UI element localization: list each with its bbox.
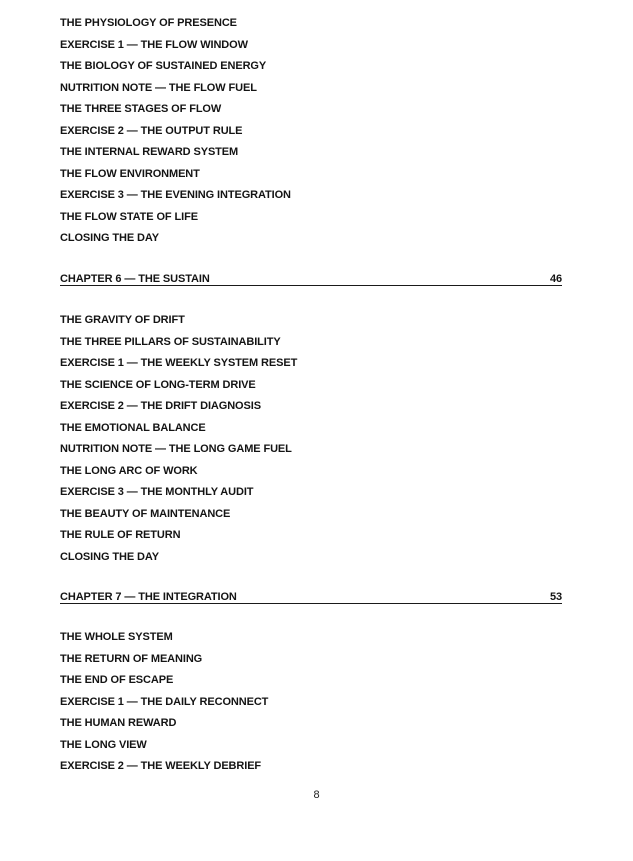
toc-entry: THE FLOW ENVIRONMENT <box>60 167 200 180</box>
toc-entry: EXERCISE 2 — THE OUTPUT RULE <box>60 124 243 137</box>
toc-entry: THE END OF ESCAPE <box>60 674 174 686</box>
toc-entry: EXERCISE 1 — THE FLOW WINDOW <box>60 38 248 51</box>
toc-entry: THE BIOLOGY OF SUSTAINED ENERGY <box>60 60 267 72</box>
chapter-6-entries <box>60 314 563 572</box>
toc-entry: THE THREE PILLARS OF SUSTAINABILITY <box>60 335 281 348</box>
toc-entry: THE BEAUTY OF MAINTENANCE <box>60 507 231 520</box>
toc-entry: THE INTERNAL REWARD SYSTEM <box>60 146 239 158</box>
toc-section-continued <box>60 17 563 254</box>
toc-entry: THE PHYSIOLOGY OF PRESENCE <box>60 17 237 29</box>
toc-entry: NUTRITION NOTE — THE FLOW FUEL <box>60 81 257 94</box>
toc-entry: NUTRITION NOTE — THE LONG GAME FUEL <box>60 443 292 455</box>
toc-entry: EXERCISE 1 — THE DAILY RECONNECT <box>60 695 269 708</box>
toc-entry: THE WHOLE SYSTEM <box>60 631 173 643</box>
toc-entry: EXERCISE 3 — THE MONTHLY AUDIT <box>60 486 254 498</box>
toc-entry: THE LONG VIEW <box>60 738 147 751</box>
chapter-6-heading[interactable] <box>60 271 562 286</box>
page-number: 8 <box>313 789 320 801</box>
toc-entry: THE RULE OF RETURN <box>60 529 181 541</box>
toc-entry: THE THREE STAGES OF FLOW <box>60 103 222 115</box>
chapter-title: CHAPTER 6 — THE SUSTAIN <box>60 273 210 285</box>
toc-entry: EXERCISE 3 — THE EVENING INTEGRATION <box>60 189 291 201</box>
toc-entry: EXERCISE 2 — THE WEEKLY DEBRIEF <box>60 760 262 772</box>
chapter-7-entries <box>60 631 563 782</box>
chapter-7-heading[interactable] <box>60 589 562 604</box>
chapter-title: CHAPTER 7 — THE INTEGRATION <box>60 591 237 603</box>
toc-entry: EXERCISE 1 — THE WEEKLY SYSTEM RESET <box>60 357 298 369</box>
toc-entry: THE GRAVITY OF DRIFT <box>60 314 185 326</box>
toc-entry: THE SCIENCE OF LONG-TERM DRIVE <box>60 378 256 391</box>
toc-entry: CLOSING THE DAY <box>60 232 159 244</box>
toc-entry: THE HUMAN REWARD <box>60 717 177 729</box>
toc-entry: CLOSING THE DAY <box>60 550 159 563</box>
toc-entry: THE EMOTIONAL BALANCE <box>60 421 206 434</box>
toc-entry: THE FLOW STATE OF LIFE <box>60 210 198 223</box>
chapter-page-number: 53 <box>549 591 562 603</box>
toc-entry: EXERCISE 2 — THE DRIFT DIAGNOSIS <box>60 400 261 412</box>
chapter-page-number: 46 <box>549 273 562 285</box>
toc-entry: THE RETURN OF MEANING <box>60 652 203 665</box>
toc-entry: THE LONG ARC OF WORK <box>60 464 198 477</box>
